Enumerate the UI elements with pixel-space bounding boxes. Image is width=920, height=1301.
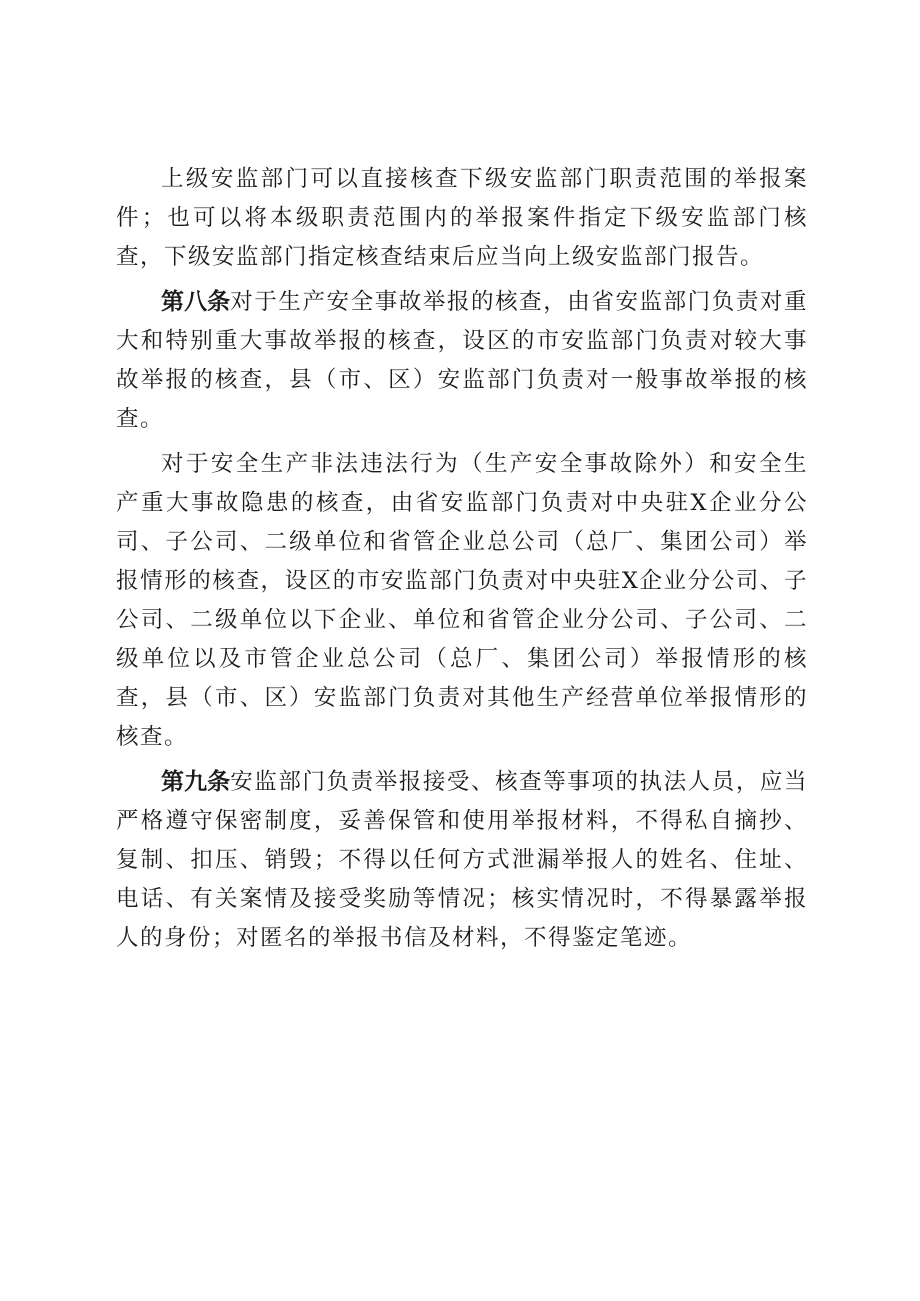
paragraph-article-9 [116,763,808,958]
paragraph-article-8 [116,283,808,439]
article-number: 第九条 [161,769,231,795]
paragraph-text: 对于安全生产非法违法行为（生产安全事故除外）和安全生产重大事故隐患的核查，由省安监部门负责对中央驻X企业分公司、子公司、二级单位和省管企业总公司（总厂、集团公司）举报情形的核查，设区的市安监部门负责对中央驻X企业分公司、子公司、二级单位以下企业、单位和省管企业分公司、子公司、二级单位以及市管企业总公司（总厂、集团公司）举报情形的核查，县（市、区）安监部门负责对其他生产经营单位举报情形的核查。 [116,451,808,750]
paragraph-text: 对于生产安全事故举报的核查，由省安监部门负责对重大和特别重大事故举报的核查，设区的市安监部门负责对较大事故举报的核查，县（市、区）安监部门负责对一般事故举报的核查。 [116,289,808,432]
paragraph-illegal-acts-verification [116,445,808,757]
paragraph-supervision-hierarchy [116,160,808,277]
paragraph-text: 安监部门负责举报接受、核查等事项的执法人员，应当严格遵守保密制度，妥善保管和使用举报材料，不得私自摘抄、复制、扣压、销毁；不得以任何方式泄漏举报人的姓名、住址、电话、有关案情及接受奖励等情况；核实情况时，不得暴露举报人的身份；对匿名的举报书信及材料，不得鉴定笔迹。 [116,769,808,951]
paragraph-text: 上级安监部门可以直接核查下级安监部门职责范围的举报案件；也可以将本级职责范围内的举报案件指定下级安监部门核查，下级安监部门指定核查结束后应当向上级安监部门报告。 [116,166,808,270]
article-number: 第八条 [161,289,231,315]
document-body [116,160,808,964]
